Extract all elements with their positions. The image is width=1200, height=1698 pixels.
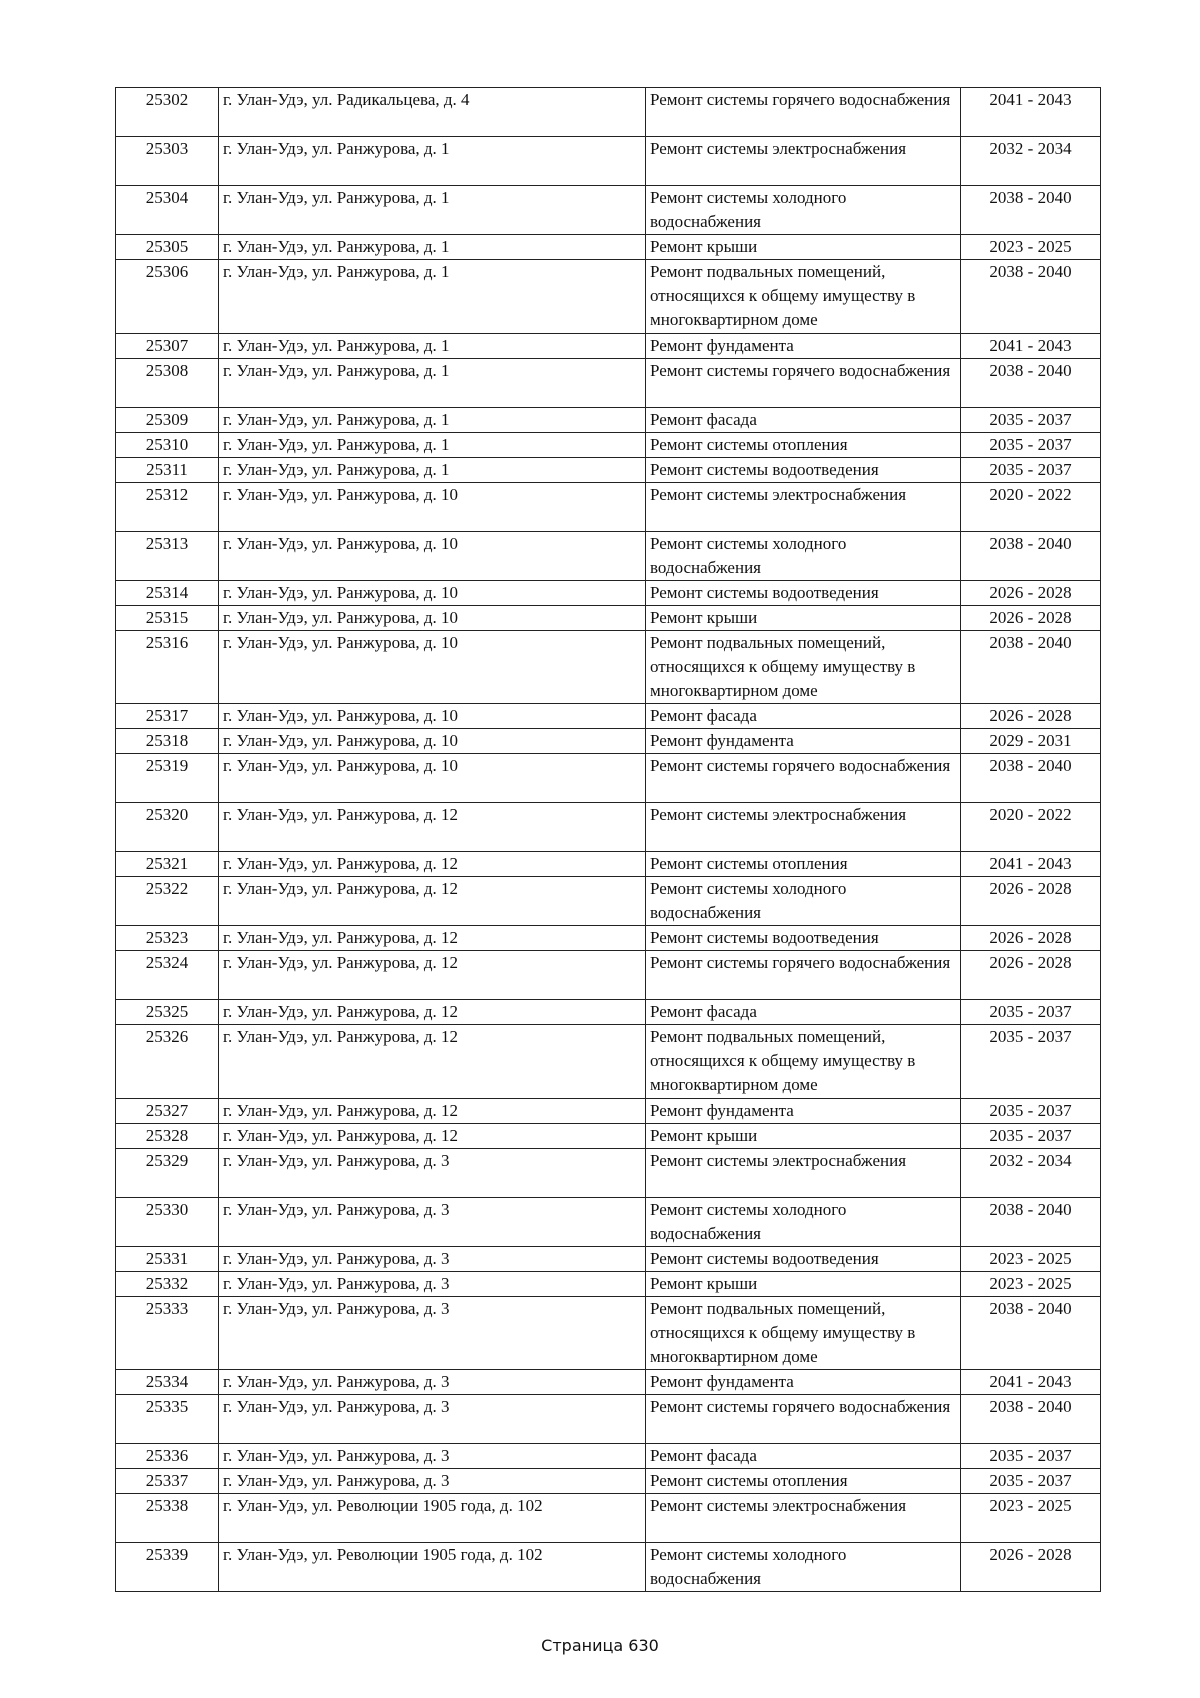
row-number: 25325 — [116, 1000, 219, 1025]
row-work-type: Ремонт фасада — [646, 1444, 961, 1469]
row-work-type: Ремонт системы горячего водоснабжения — [646, 1395, 961, 1444]
row-number: 25310 — [116, 432, 219, 457]
row-work-type: Ремонт фундамента — [646, 333, 961, 358]
row-period: 2020 - 2022 — [961, 803, 1101, 852]
table-row — [116, 1123, 1101, 1148]
row-period: 2035 - 2037 — [961, 1444, 1101, 1469]
row-work-type: Ремонт системы водоотведения — [646, 457, 961, 482]
row-period: 2026 - 2028 — [961, 580, 1101, 605]
row-period: 2041 - 2043 — [961, 1370, 1101, 1395]
row-address: г. Улан-Удэ, ул. Ранжурова, д. 1 — [219, 137, 646, 186]
row-work-type: Ремонт подвальных помещений, относящихся к общему имуществу в многоквартирном доме — [646, 1296, 961, 1370]
row-number: 25337 — [116, 1469, 219, 1494]
row-address: г. Улан-Удэ, ул. Ранжурова, д. 3 — [219, 1444, 646, 1469]
row-number: 25309 — [116, 407, 219, 432]
table-row — [116, 852, 1101, 877]
row-period: 2026 - 2028 — [961, 704, 1101, 729]
row-period: 2032 - 2034 — [961, 1148, 1101, 1197]
row-period: 2032 - 2034 — [961, 137, 1101, 186]
row-work-type: Ремонт подвальных помещений, относящихся к общему имуществу в многоквартирном доме — [646, 1025, 961, 1099]
row-work-type: Ремонт системы холодного водоснабжения — [646, 1543, 961, 1592]
row-number: 25305 — [116, 235, 219, 260]
row-number: 25303 — [116, 137, 219, 186]
row-number: 25311 — [116, 457, 219, 482]
table-row — [116, 1148, 1101, 1197]
row-period: 2026 - 2028 — [961, 605, 1101, 630]
row-address: г. Улан-Удэ, ул. Ранжурова, д. 10 — [219, 531, 646, 580]
table-row — [116, 951, 1101, 1000]
row-number: 25304 — [116, 186, 219, 235]
table-row — [116, 580, 1101, 605]
table-row — [116, 1246, 1101, 1271]
row-period: 2035 - 2037 — [961, 1098, 1101, 1123]
row-period: 2026 - 2028 — [961, 926, 1101, 951]
table-row — [116, 1197, 1101, 1246]
row-work-type: Ремонт системы водоотведения — [646, 580, 961, 605]
row-number: 25306 — [116, 260, 219, 334]
row-number: 25314 — [116, 580, 219, 605]
row-address: г. Улан-Удэ, ул. Ранжурова, д. 10 — [219, 704, 646, 729]
row-address: г. Улан-Удэ, ул. Ранжурова, д. 12 — [219, 1098, 646, 1123]
table-row — [116, 754, 1101, 803]
row-number: 25338 — [116, 1494, 219, 1543]
table-row — [116, 1370, 1101, 1395]
row-address: г. Улан-Удэ, ул. Ранжурова, д. 12 — [219, 877, 646, 926]
table-row — [116, 1000, 1101, 1025]
row-address: г. Улан-Удэ, ул. Ранжурова, д. 12 — [219, 926, 646, 951]
row-period: 2041 - 2043 — [961, 852, 1101, 877]
row-period: 2035 - 2037 — [961, 1469, 1101, 1494]
table-row — [116, 407, 1101, 432]
table-row — [116, 1025, 1101, 1099]
row-number: 25319 — [116, 754, 219, 803]
row-period: 2035 - 2037 — [961, 1025, 1101, 1099]
table-row — [116, 605, 1101, 630]
row-number: 25332 — [116, 1271, 219, 1296]
row-number: 25324 — [116, 951, 219, 1000]
table-row — [116, 877, 1101, 926]
row-number: 25336 — [116, 1444, 219, 1469]
row-work-type: Ремонт крыши — [646, 1271, 961, 1296]
table-body — [116, 88, 1101, 1592]
row-address: г. Улан-Удэ, ул. Революции 1905 года, д. 102 — [219, 1543, 646, 1592]
table-row — [116, 531, 1101, 580]
row-period: 2026 - 2028 — [961, 951, 1101, 1000]
row-work-type: Ремонт системы горячего водоснабжения — [646, 754, 961, 803]
row-period: 2038 - 2040 — [961, 1296, 1101, 1370]
row-address: г. Улан-Удэ, ул. Ранжурова, д. 1 — [219, 186, 646, 235]
row-period: 2035 - 2037 — [961, 432, 1101, 457]
row-address: г. Улан-Удэ, ул. Революции 1905 года, д. 102 — [219, 1494, 646, 1543]
table-row — [116, 926, 1101, 951]
row-period: 2026 - 2028 — [961, 1543, 1101, 1592]
row-period: 2035 - 2037 — [961, 407, 1101, 432]
table-row — [116, 186, 1101, 235]
row-address: г. Улан-Удэ, ул. Ранжурова, д. 3 — [219, 1469, 646, 1494]
row-work-type: Ремонт фундамента — [646, 729, 961, 754]
row-address: г. Улан-Удэ, ул. Ранжурова, д. 10 — [219, 482, 646, 531]
row-address: г. Улан-Удэ, ул. Ранжурова, д. 12 — [219, 1025, 646, 1099]
row-address: г. Улан-Удэ, ул. Ранжурова, д. 1 — [219, 235, 646, 260]
row-work-type: Ремонт системы горячего водоснабжения — [646, 358, 961, 407]
row-address: г. Улан-Удэ, ул. Ранжурова, д. 1 — [219, 407, 646, 432]
row-work-type: Ремонт подвальных помещений, относящихся к общему имуществу в многоквартирном доме — [646, 260, 961, 334]
row-number: 25318 — [116, 729, 219, 754]
table-row — [116, 137, 1101, 186]
row-number: 25334 — [116, 1370, 219, 1395]
row-work-type: Ремонт фасада — [646, 407, 961, 432]
row-work-type: Ремонт системы горячего водоснабжения — [646, 951, 961, 1000]
row-period: 2038 - 2040 — [961, 186, 1101, 235]
table-row — [116, 432, 1101, 457]
row-period: 2020 - 2022 — [961, 482, 1101, 531]
row-number: 25330 — [116, 1197, 219, 1246]
row-number: 25308 — [116, 358, 219, 407]
row-period: 2035 - 2037 — [961, 457, 1101, 482]
row-work-type: Ремонт фундамента — [646, 1370, 961, 1395]
row-period: 2038 - 2040 — [961, 358, 1101, 407]
row-period: 2041 - 2043 — [961, 333, 1101, 358]
table-row — [116, 729, 1101, 754]
row-address: г. Улан-Удэ, ул. Ранжурова, д. 12 — [219, 1123, 646, 1148]
row-work-type: Ремонт системы электроснабжения — [646, 1148, 961, 1197]
table-row — [116, 1543, 1101, 1592]
row-period: 2038 - 2040 — [961, 1197, 1101, 1246]
row-address: г. Улан-Удэ, ул. Ранжурова, д. 3 — [219, 1197, 646, 1246]
row-number: 25328 — [116, 1123, 219, 1148]
table-row — [116, 1296, 1101, 1370]
row-work-type: Ремонт системы отопления — [646, 432, 961, 457]
table-row — [116, 803, 1101, 852]
row-work-type: Ремонт системы горячего водоснабжения — [646, 88, 961, 137]
row-number: 25331 — [116, 1246, 219, 1271]
row-number: 25329 — [116, 1148, 219, 1197]
table-row — [116, 1444, 1101, 1469]
row-work-type: Ремонт системы электроснабжения — [646, 137, 961, 186]
row-address: г. Улан-Удэ, ул. Ранжурова, д. 12 — [219, 803, 646, 852]
row-work-type: Ремонт системы отопления — [646, 852, 961, 877]
table-row — [116, 457, 1101, 482]
row-address: г. Улан-Удэ, ул. Ранжурова, д. 10 — [219, 580, 646, 605]
row-address: г. Улан-Удэ, ул. Ранжурова, д. 12 — [219, 1000, 646, 1025]
row-address: г. Улан-Удэ, ул. Ранжурова, д. 1 — [219, 457, 646, 482]
row-number: 25313 — [116, 531, 219, 580]
row-number: 25327 — [116, 1098, 219, 1123]
row-period: 2023 - 2025 — [961, 1271, 1101, 1296]
row-work-type: Ремонт крыши — [646, 1123, 961, 1148]
row-number: 25326 — [116, 1025, 219, 1099]
row-number: 25335 — [116, 1395, 219, 1444]
table-row — [116, 333, 1101, 358]
row-address: г. Улан-Удэ, ул. Ранжурова, д. 3 — [219, 1148, 646, 1197]
table-row — [116, 1469, 1101, 1494]
row-address: г. Улан-Удэ, ул. Ранжурова, д. 12 — [219, 852, 646, 877]
table-row — [116, 1494, 1101, 1543]
row-work-type: Ремонт подвальных помещений, относящихся к общему имуществу в многоквартирном доме — [646, 630, 961, 704]
row-period: 2041 - 2043 — [961, 88, 1101, 137]
row-number: 25317 — [116, 704, 219, 729]
row-period: 2038 - 2040 — [961, 531, 1101, 580]
row-work-type: Ремонт крыши — [646, 235, 961, 260]
row-address: г. Улан-Удэ, ул. Ранжурова, д. 12 — [219, 951, 646, 1000]
table-row — [116, 1395, 1101, 1444]
row-address: г. Улан-Удэ, ул. Ранжурова, д. 10 — [219, 729, 646, 754]
row-number: 25339 — [116, 1543, 219, 1592]
row-work-type: Ремонт крыши — [646, 605, 961, 630]
row-period: 2023 - 2025 — [961, 235, 1101, 260]
row-period: 2023 - 2025 — [961, 1494, 1101, 1543]
table-row — [116, 88, 1101, 137]
row-work-type: Ремонт фундамента — [646, 1098, 961, 1123]
row-number: 25321 — [116, 852, 219, 877]
row-work-type: Ремонт системы электроснабжения — [646, 1494, 961, 1543]
row-work-type: Ремонт системы холодного водоснабжения — [646, 1197, 961, 1246]
row-number: 25320 — [116, 803, 219, 852]
row-work-type: Ремонт системы холодного водоснабжения — [646, 186, 961, 235]
row-work-type: Ремонт фасада — [646, 704, 961, 729]
row-period: 2038 - 2040 — [961, 260, 1101, 334]
table-row — [116, 482, 1101, 531]
row-address: г. Улан-Удэ, ул. Ранжурова, д. 3 — [219, 1271, 646, 1296]
row-address: г. Улан-Удэ, ул. Ранжурова, д. 3 — [219, 1395, 646, 1444]
row-period: 2035 - 2037 — [961, 1123, 1101, 1148]
row-address: г. Улан-Удэ, ул. Ранжурова, д. 1 — [219, 333, 646, 358]
table-row — [116, 1098, 1101, 1123]
row-number: 25307 — [116, 333, 219, 358]
table-row — [116, 358, 1101, 407]
row-work-type: Ремонт системы отопления — [646, 1469, 961, 1494]
row-address: г. Улан-Удэ, ул. Ранжурова, д. 3 — [219, 1296, 646, 1370]
row-period: 2029 - 2031 — [961, 729, 1101, 754]
row-number: 25322 — [116, 877, 219, 926]
table-row — [116, 630, 1101, 704]
row-number: 25312 — [116, 482, 219, 531]
row-work-type: Ремонт системы холодного водоснабжения — [646, 877, 961, 926]
table-row — [116, 704, 1101, 729]
row-address: г. Улан-Удэ, ул. Радикальцева, д. 4 — [219, 88, 646, 137]
table-row — [116, 260, 1101, 334]
row-work-type: Ремонт системы водоотведения — [646, 926, 961, 951]
row-period: 2038 - 2040 — [961, 630, 1101, 704]
row-number: 25315 — [116, 605, 219, 630]
row-number: 25333 — [116, 1296, 219, 1370]
row-period: 2026 - 2028 — [961, 877, 1101, 926]
row-address: г. Улан-Удэ, ул. Ранжурова, д. 10 — [219, 754, 646, 803]
row-address: г. Улан-Удэ, ул. Ранжурова, д. 10 — [219, 605, 646, 630]
row-address: г. Улан-Удэ, ул. Ранжурова, д. 1 — [219, 260, 646, 334]
row-address: г. Улан-Удэ, ул. Ранжурова, д. 10 — [219, 630, 646, 704]
row-address: г. Улан-Удэ, ул. Ранжурова, д. 3 — [219, 1370, 646, 1395]
table-row — [116, 1271, 1101, 1296]
row-period: 2038 - 2040 — [961, 754, 1101, 803]
row-address: г. Улан-Удэ, ул. Ранжурова, д. 1 — [219, 358, 646, 407]
row-number: 25323 — [116, 926, 219, 951]
row-address: г. Улан-Удэ, ул. Ранжурова, д. 1 — [219, 432, 646, 457]
page-number: Страница 630 — [541, 1636, 659, 1655]
repair-schedule-table — [115, 87, 1101, 1592]
row-work-type: Ремонт фасада — [646, 1000, 961, 1025]
row-number: 25316 — [116, 630, 219, 704]
row-work-type: Ремонт системы электроснабжения — [646, 482, 961, 531]
row-work-type: Ремонт системы водоотведения — [646, 1246, 961, 1271]
row-work-type: Ремонт системы холодного водоснабжения — [646, 531, 961, 580]
table-row — [116, 235, 1101, 260]
row-work-type: Ремонт системы электроснабжения — [646, 803, 961, 852]
row-period: 2038 - 2040 — [961, 1395, 1101, 1444]
row-number: 25302 — [116, 88, 219, 137]
row-period: 2023 - 2025 — [961, 1246, 1101, 1271]
row-address: г. Улан-Удэ, ул. Ранжурова, д. 3 — [219, 1246, 646, 1271]
row-period: 2035 - 2037 — [961, 1000, 1101, 1025]
